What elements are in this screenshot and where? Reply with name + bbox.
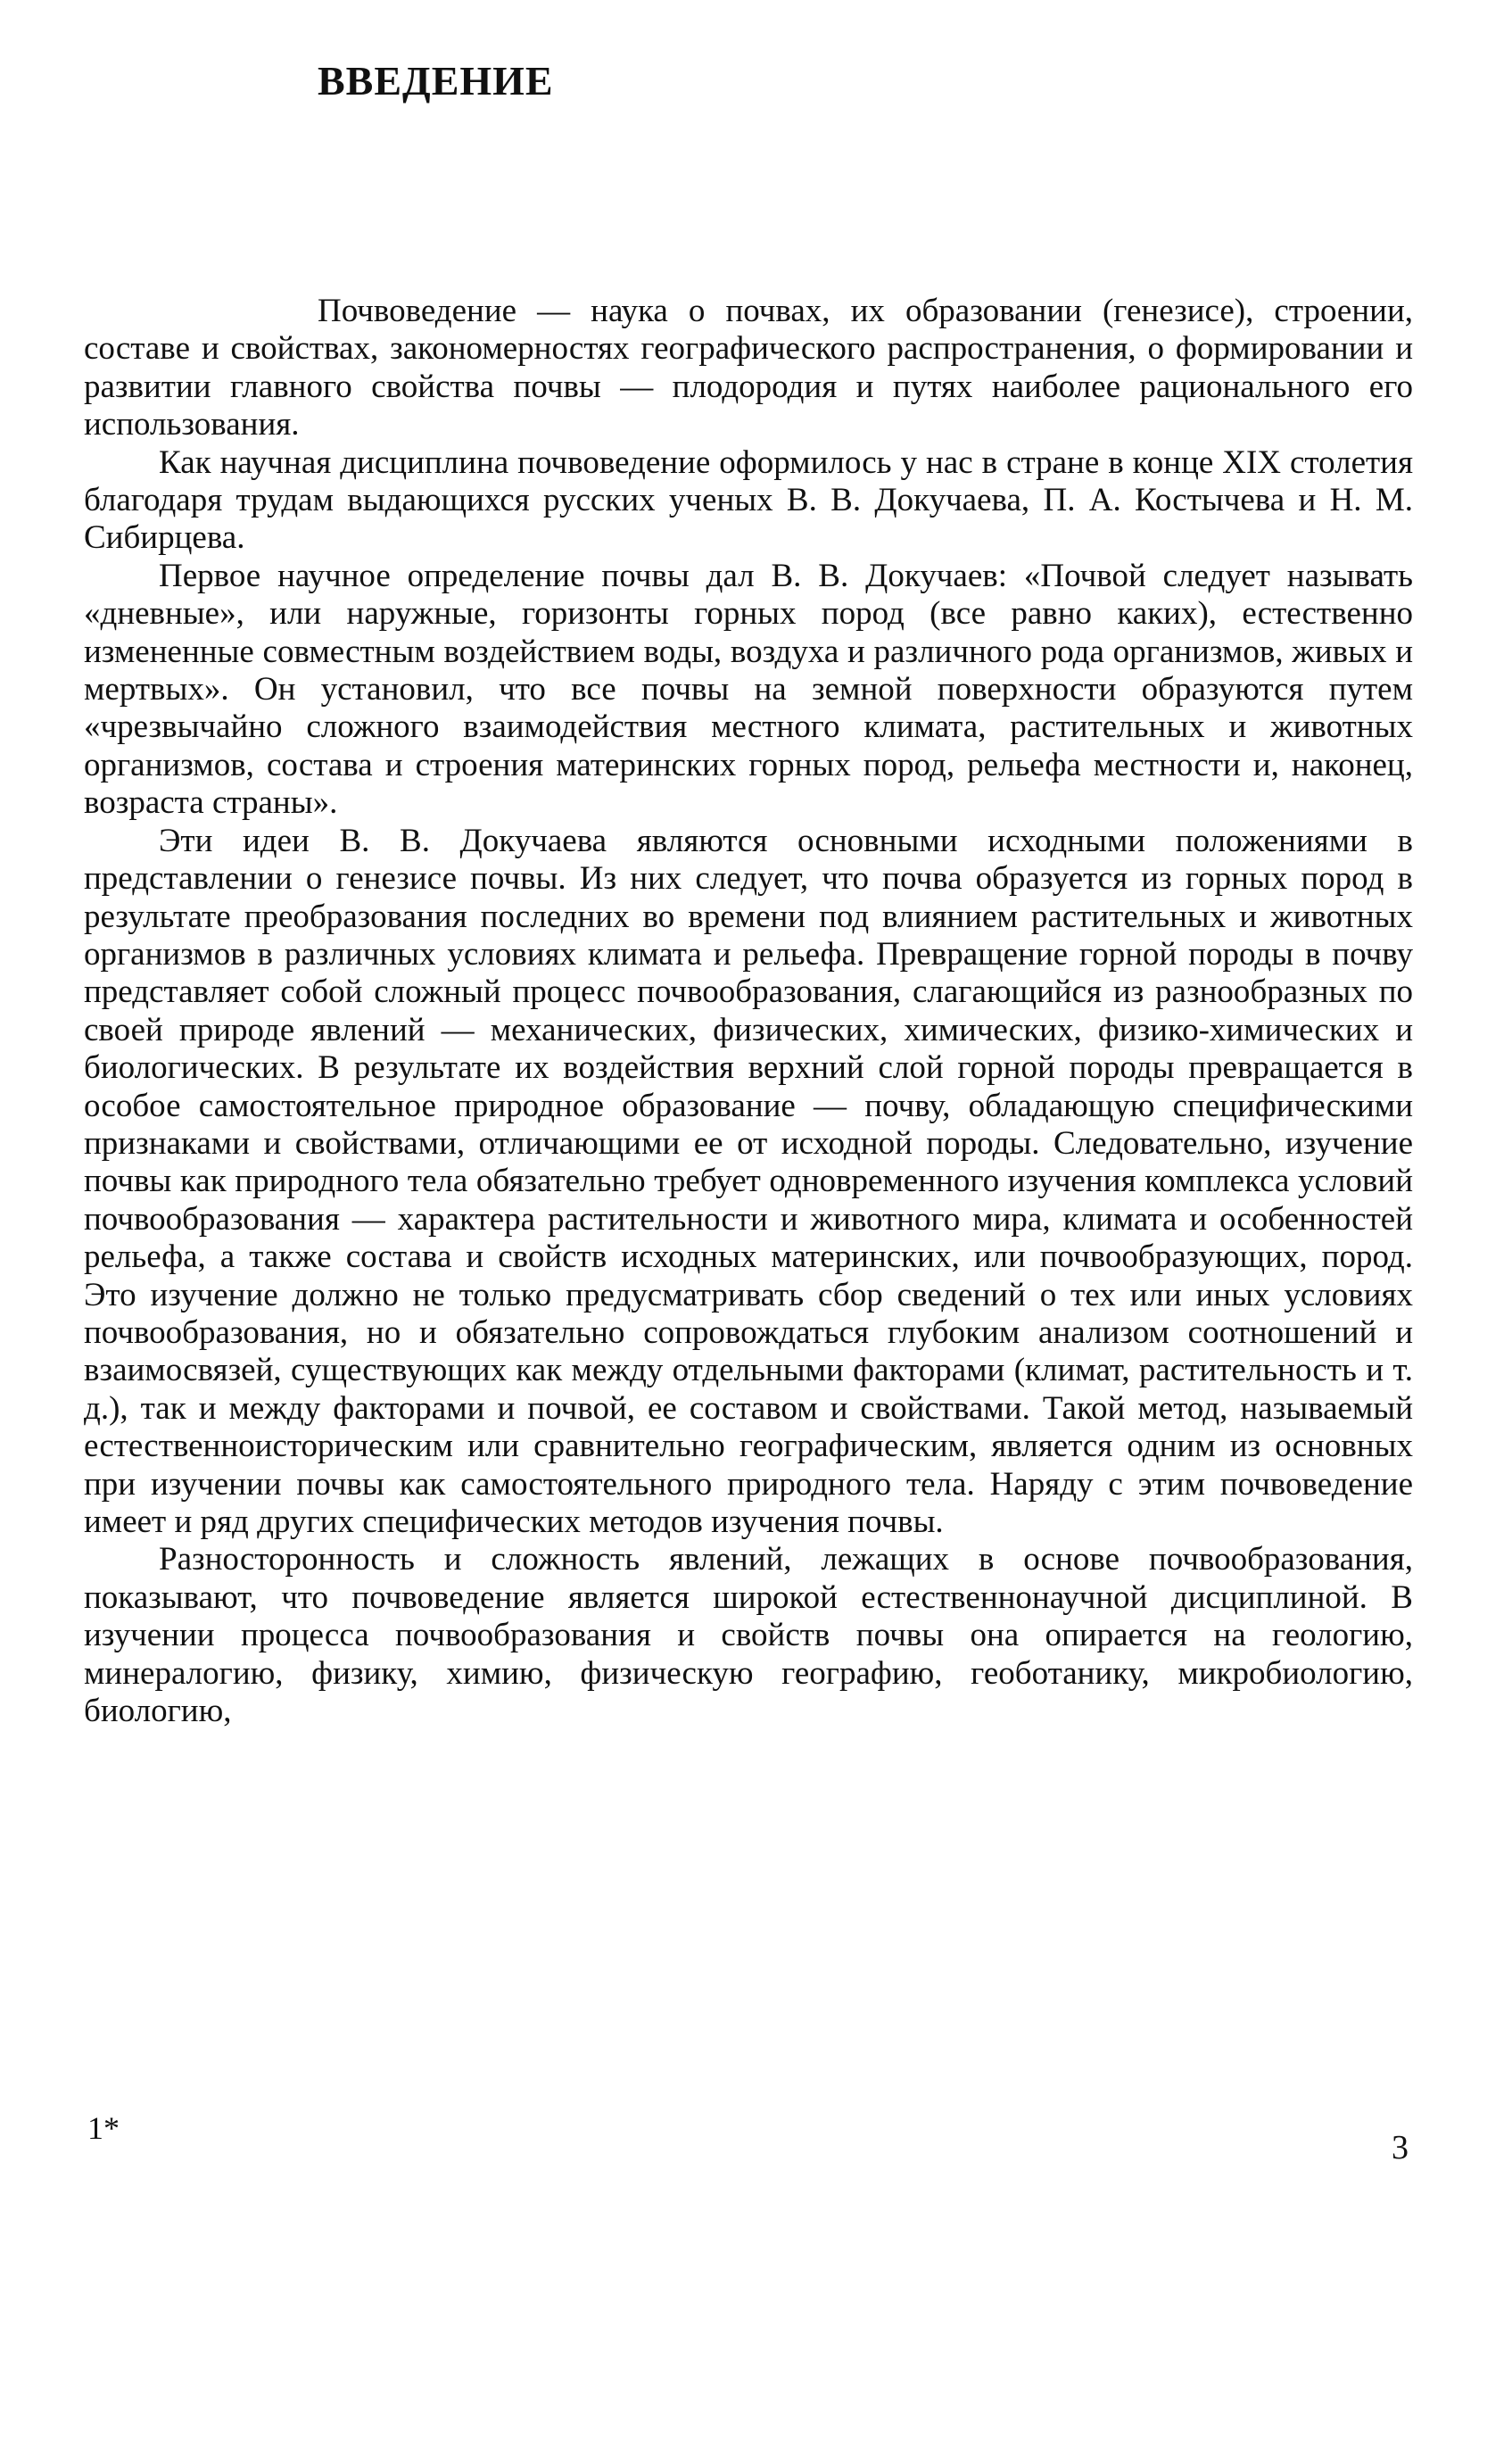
paragraph: Как научная дисциплина почвоведение оформилось у нас в стране в конце XIX столетия благодаря трудам выдающихся русских ученых В. В. Докучаева, П. А. Костычева и Н. М. Сибирцева.: [84, 443, 1413, 557]
chapter-heading: ВВЕДЕНИЕ: [318, 58, 554, 104]
signature-mark: 1*: [87, 2110, 120, 2146]
paragraph: Эти идеи В. В. Докучаева являются основными исходными положениями в представлении о генезисе почвы. Из них следует, что почва образуется из горных пород в результате преобразования последних во времени под влиянием растительных и животных организмов в различных условиях климата и рельефа. Превращение горной породы в почву представляет собой сложный процесс почвообразования, слагающийся из разнообразных по своей природе явлений — механических, физических, химических, физико-химических и биологических. В результате их воздействия верхний слой горной породы превращается в особое самостоятельное природное образование — почву, обладающую специфическими признаками и свойствами, отличающими ее от исходной породы. Следовательно, изучение почвы как природного тела обязательно требует одновременного изучения комплекса условий почвообразования — характера растительности и животного мира, климата и особенностей рельефа, а также состава и свойств исходных материнских, или почвообразующих, пород. Это изучение должно не только предусматривать сбор сведений о тех или иных условиях почвообразования, но и обязательно сопровождаться глубоким анализом соотношений и взаимосвязей, существующих как между отдельными факторами (климат, растительность и т. д.), так и между факторами и почвой, ее составом и свойствами. Такой метод, называемый естественноисторическим или сравнительно географическим, является одним из основных при изучении почвы как самостоятельного природного тела. Наряду с этим почвоведение имеет и ряд других специфических методов изучения почвы.: [84, 822, 1413, 1540]
page-number: 3: [1392, 2129, 1409, 2166]
body-text: [84, 293, 1413, 1730]
paragraph: Разносторонность и сложность явлений, лежащих в основе почвообразования, показывают, что почвоведение является широкой естественнонаучной дисциплиной. В изучении процесса почвообразования и свойств почвы она опирается на геологию, минералогию, физику, химию, физическую географию, геоботанику, микробиологию, биологию,: [84, 1541, 1413, 1730]
paragraph: Почвоведение — наука о почвах, их образовании (генезисе), строении, составе и свойствах, закономерностях географического распространения, о формировании и развитии главного свойства почвы — плодородия и путях наиболее рационального его использования.: [84, 293, 1413, 443]
paragraph: Первое научное определение почвы дал В. В. Докучаев: «Почвой следует называть «дневные», или наружные, горизонты горных пород (все равно каких), естественно измененные совместным воздействием воды, воздуха и различного рода организмов, живых и мертвых». Он установил, что все почвы на земной поверхности образуются путем «чрезвычайно сложного взаимодействия местного климата, растительных и животных организмов, состава и строения материнских горных пород, рельефа местности и, наконец, возраста страны».: [84, 557, 1413, 822]
